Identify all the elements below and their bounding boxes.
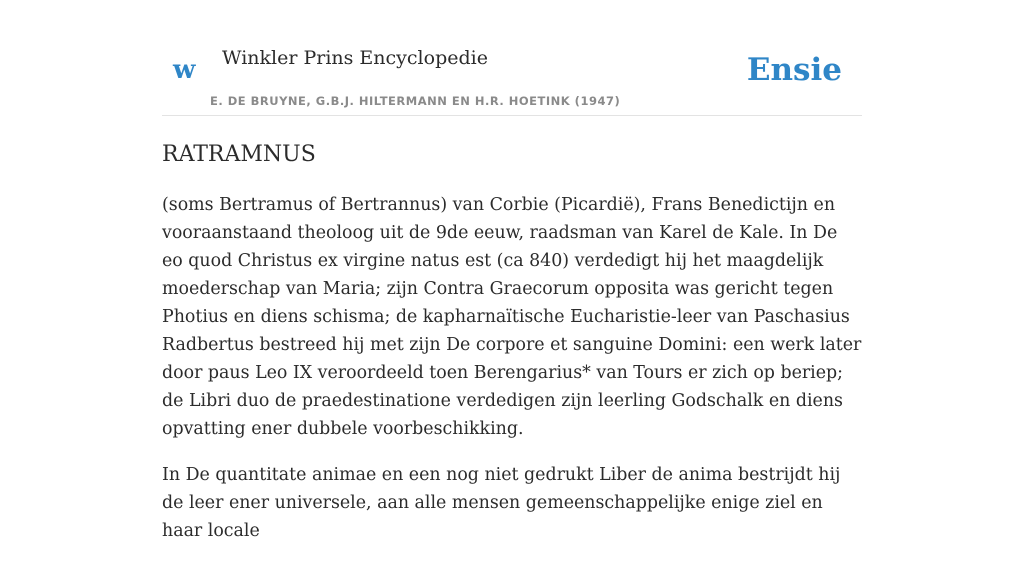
- ensie-brand-logo[interactable]: Ensie: [746, 52, 842, 88]
- article-paragraph: In De quantitate animae en een nog niet gedrukt Liber de anima bestrijdt hij de leer ener universele, aan alle mensen gemeenschappelijke enige ziel en haar locale: [162, 465, 841, 541]
- source-header: [162, 40, 862, 116]
- source-logo[interactable]: w: [173, 55, 196, 85]
- article-paragraph: (soms Bertramus of Bertrannus) van Corbie (Picardië), Frans Benedictijn en vooraanstaand theoloog uit de 9de eeuw, raadsman van Karel de Kale. In De eo quod Christus ex virgine natus est (ca 840) verdedigt hij het maagdelijk moederschap van Maria; zijn Contra Graecorum opposita was gericht tegen Photius en diens schisma; de kapharnaïtische Eucharistie-leer van Paschasius Radbertus bestreed hij met zijn De corpore et sanguine Domini: een werk later door paus Leo IX veroordeeld toen Berengarius* van Tours er zich op beriep; de Libri duo de praedestinatione verdedigen zijn leerling Godschalk en diens opvatting ener dubbele voorbeschikking.: [162, 195, 862, 439]
- source-authors: E. DE BRUYNE, G.B.J. HILTERMANN EN H.R. HOETINK (1947): [210, 94, 621, 108]
- source-title-link[interactable]: Winkler Prins Encyclopedie: [222, 47, 488, 69]
- article-title: RATRAMNUS: [162, 142, 316, 167]
- article-body: [162, 191, 862, 563]
